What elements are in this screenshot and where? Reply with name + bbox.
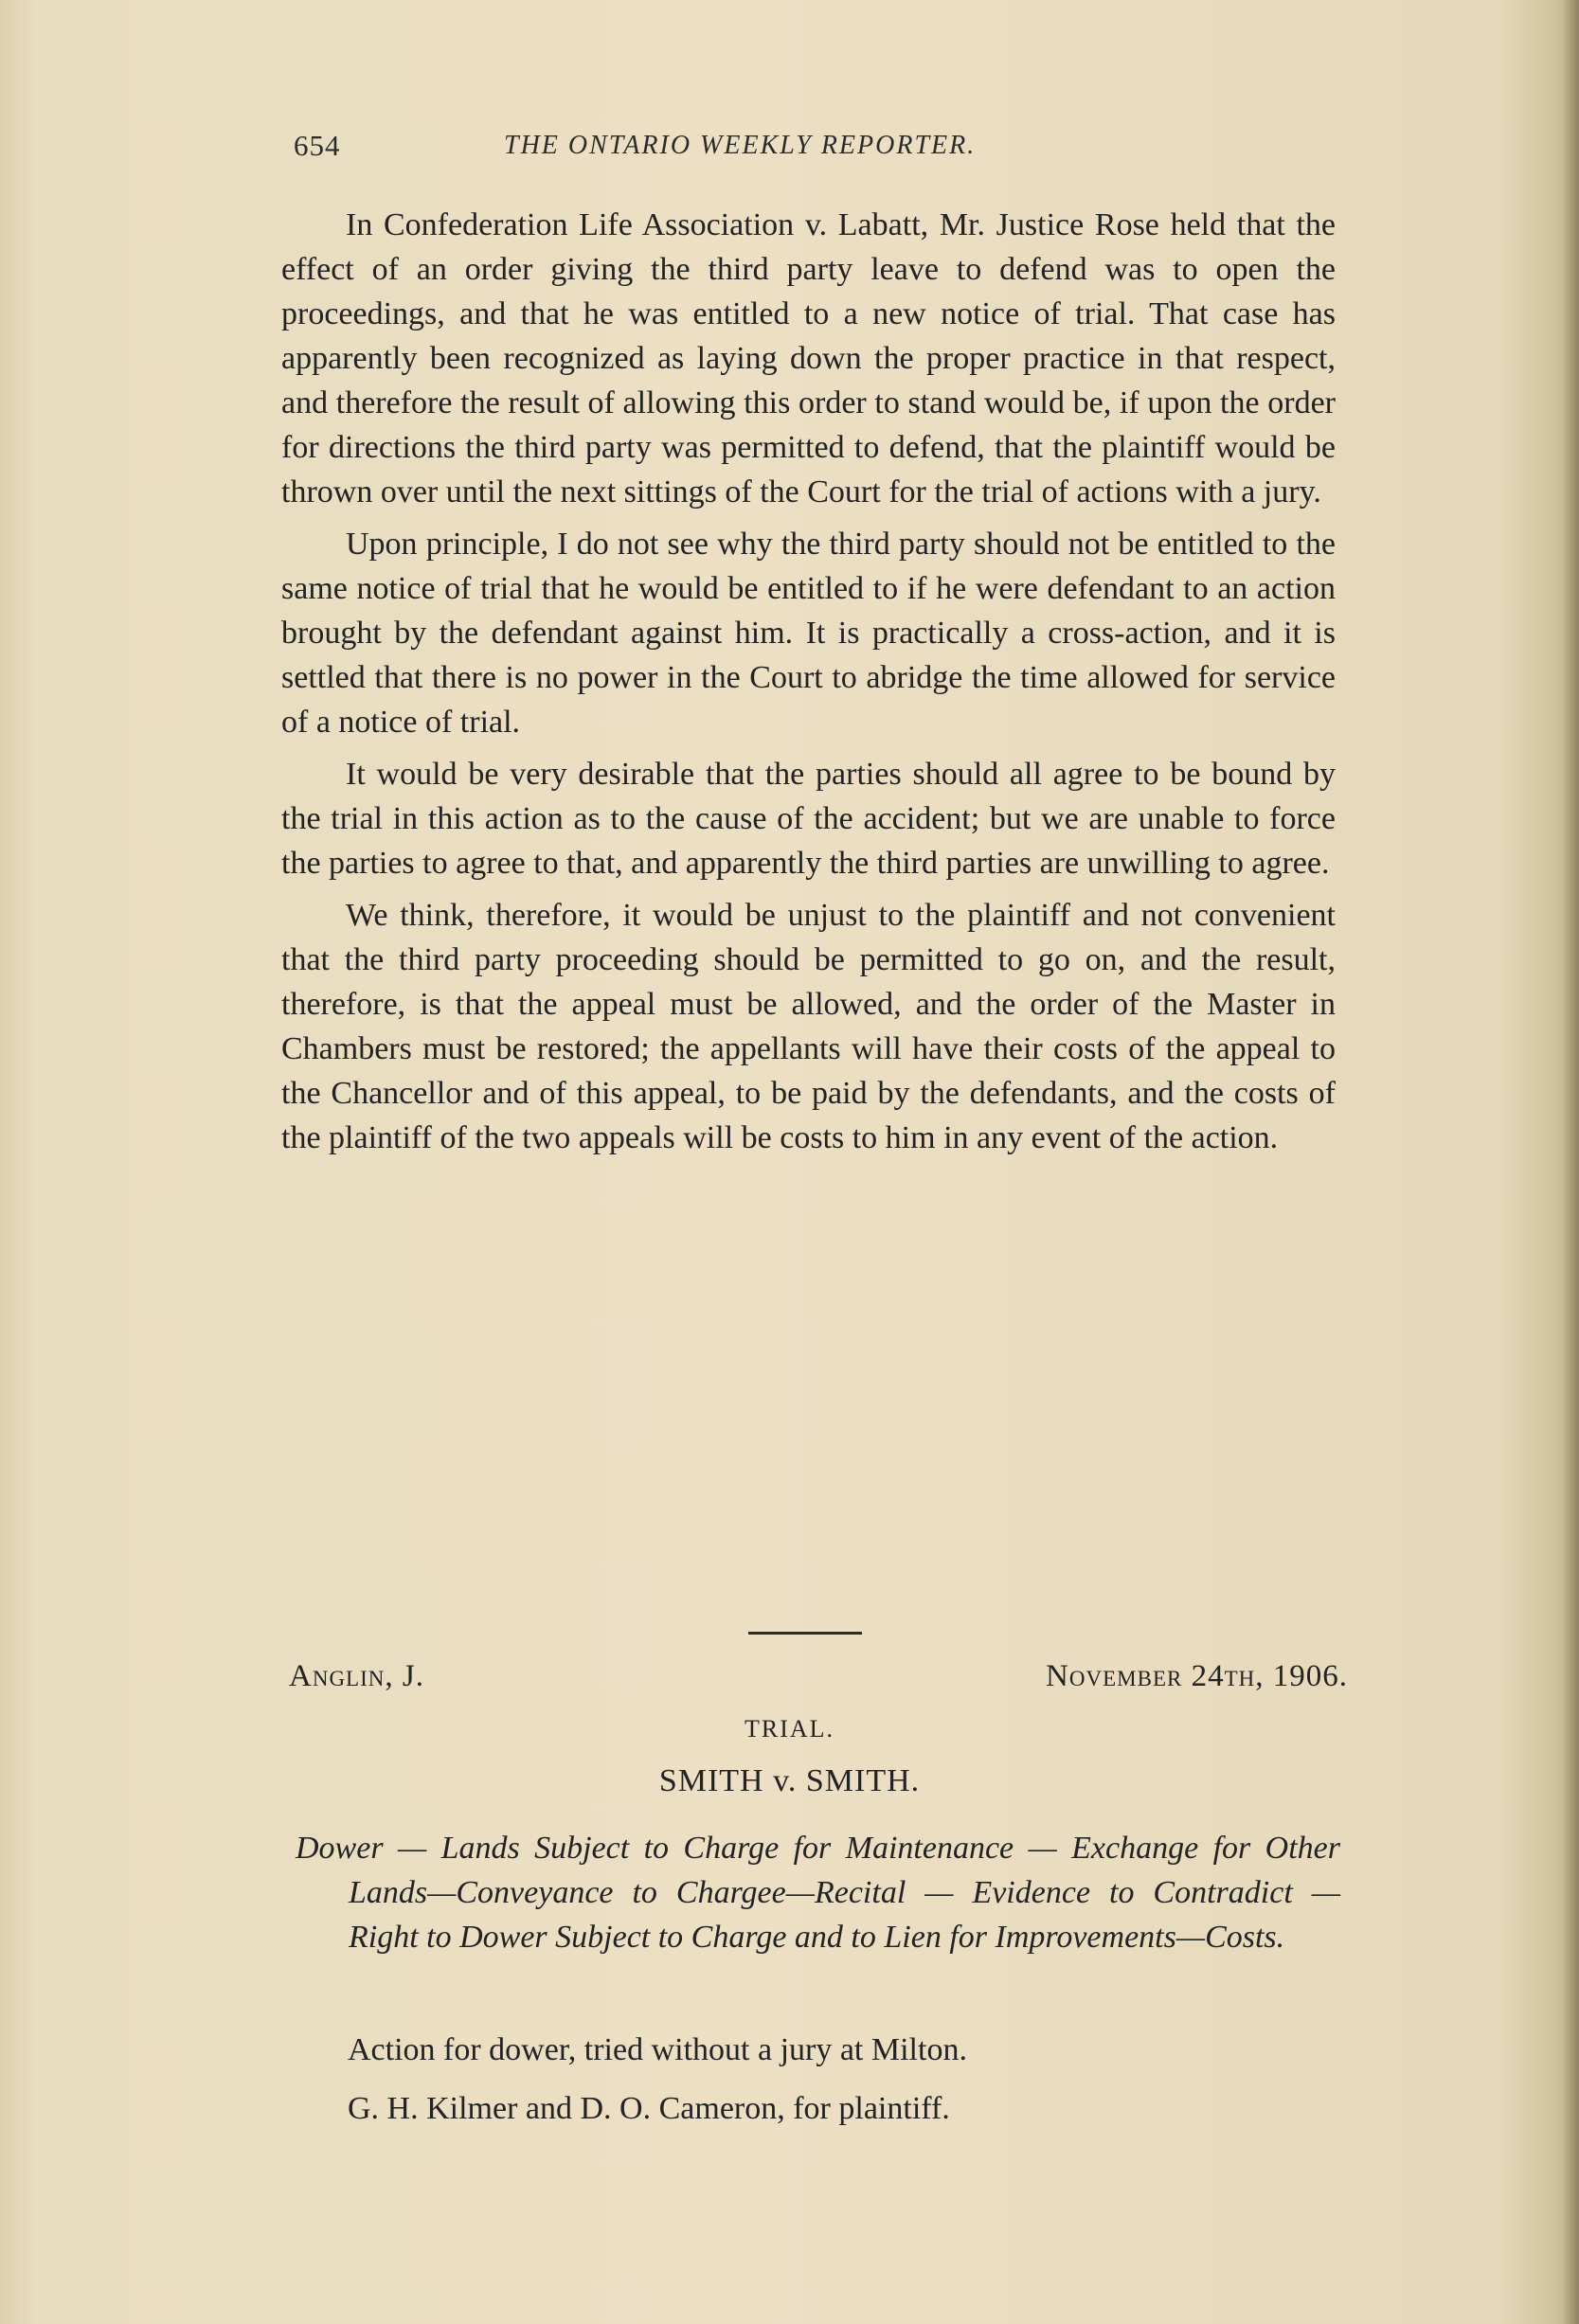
page-header [294, 129, 1241, 167]
decision-date: November 24th, 1906. [1046, 1659, 1348, 1693]
judgment-text [281, 203, 1336, 1168]
section-divider [748, 1632, 862, 1635]
paragraph: Upon principle, I do not see why the third party should not be entitled to the same notice of trial that he would be entitled to if he were defendant to an action brought by the defendant against him. It is practically a cross-action, and it is settled that there is no power in the Court to abridge the time allowed for service of a notice of trial. [281, 527, 1336, 740]
running-title: THE ONTARIO WEEKLY REPORTER. [504, 131, 977, 160]
case-stage: TRIAL. [744, 1715, 835, 1743]
page-edge [1562, 0, 1579, 2324]
judge-name: Anglin, J. [289, 1659, 424, 1693]
paragraph: In Confederation Life Association v. Labatt, Mr. Justice Rose held that the effect of an order giving the third party leave to defend was to open the proceedings, and that he was entitled to a new notice of trial. That case has apparently been recognized as laying down the proper practice in that respect, and therefore the result of allowing this order to stand would be, if upon the order for directions the third party was permitted to defend, that the plaintiff would be thrown over until the next sittings of the Court for the trial of actions with a jury. [281, 207, 1336, 509]
case-title: SMITH v. SMITH. [658, 1763, 921, 1798]
paragraph: We think, therefore, it would be unjust to the plaintiff and not convenient that the third party proceeding should be permitted to go on, and the result, therefore, is that the appeal must be allowed, and the order of the Master in Chambers must be restored; the appellants will have their costs of the appeal to the Chancellor and of this appeal, to be paid by the defendants, and the costs of the plaintiff of the two appeals will be costs to him in any event of the action. [281, 898, 1336, 1155]
paragraph: It would be very desirable that the parties should all agree to be bound by the trial in this action as to the cause of the accident; but we are unable to force the parties to agree to that, and apparently the third parties are unwilling to agree. [281, 757, 1336, 881]
headnote: Dower — Lands Subject to Charge for Maintenance — Exchange for Other Lands—Conveyance to Chargee—Recital — Evidence to Contradict — Right to Dower Subject to Charge and to Lien for Improvements—Costs. [296, 1831, 1340, 1955]
page-number: 654 [294, 129, 341, 162]
action-note: Action for dower, tried without a jury at Milton. [348, 2032, 967, 2067]
counsel-note: G. H. Kilmer and D. O. Cameron, for plaintiff. [348, 2091, 950, 2126]
